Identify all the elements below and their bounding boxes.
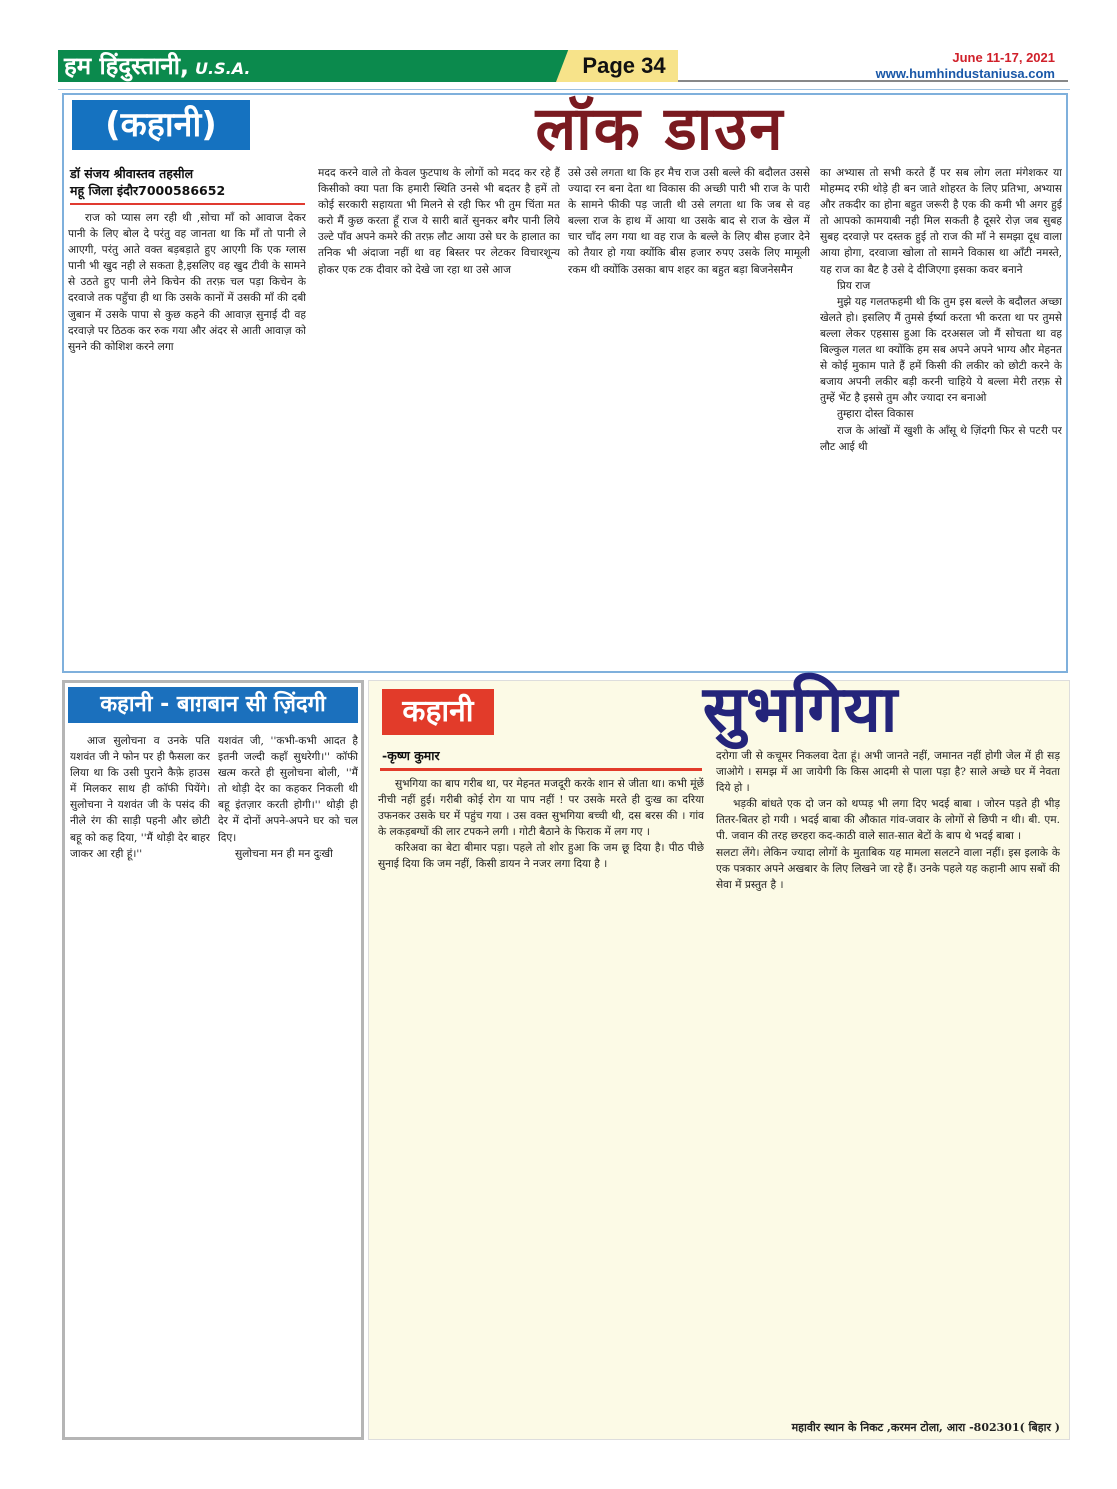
story-column — [318, 165, 560, 668]
divider — [70, 203, 305, 205]
story-title: सुभगिया — [702, 673, 898, 747]
newspaper-title — [64, 50, 250, 85]
paragraph: भड़की बांधते एक दो जन को थप्पड़ भी लगा दिए भदई बाबा । जोरन पड़ते ही भीड़ तितर-बितर हो गयी । भदई बाबा की औकात गांव-जवार के लोगों से छिपी न थी। बी. एम. पी. जवान की तरह छरहरा कद-काठी वाले सात-सात बेटों के बाप थे भदई बाबा । — [716, 798, 1060, 843]
paragraph: उसे उसे लगता था कि हर मैच राज उसी बल्ले की बदौलत उससे ज्यादा रन बना देता था विकास की अच्छी पारी भी राज के पारी के सामने फीकी पड़ जाती थी उसे लगता था कि जब से वह बल्ला राज के हाथ में आया था उसके बाद से राज के खेल में चार चाँद लग गया था वह राज के बल्ले के लिए बीस हजार देने को तैयार हो गया क्योंकि बीस हजार रुपए उसके लिए मामूली रकम थी क्योंकि उसका बाप शहर का बहुत बड़ा बिजनेसमैन — [568, 167, 810, 276]
paragraph: दरोगा जी से कचूमर निकलवा देता हूं। अभी जानते नहीं, जमानत नहीं होगी जेल में ही सड़ जाओगे । समझ में आ जायेगी कि किस आदमी से पाला पड़ा है? साले अच्छे घर में नेवता दिये हो । — [716, 750, 1060, 795]
author-location: महू जिला इंदौर7000586652 — [70, 183, 226, 198]
author-byline: -कृष्ण कुमार — [382, 748, 440, 763]
website-link[interactable]: www.humhindustaniusa.com — [875, 66, 1055, 81]
author-byline — [70, 165, 305, 199]
newspaper-name: हम हिंदुस्तानी, — [64, 52, 190, 80]
issue-date: June 11-17, 2021 — [952, 50, 1055, 65]
paragraph: सलटा लेंगे। लेकिन ज्यादा लोगों के मुताबिक यह मामला सलटने वाला नहीं। इस इलाके के एक पत्रकार अपने अखबार के लिए लिखने जा रहे हैं। उनके पहले यह कहानी आप सबों की सेवा में प्रस्तुत है । — [716, 846, 1060, 891]
story-column — [568, 165, 810, 668]
divider — [58, 89, 1070, 90]
paragraph: का अभ्यास तो सभी करते हैं पर सब लोग लता मंगेशकर या मोहम्मद रफी थोड़े ही बन जाते शोहरत के लिए प्रतिभा, अभ्यास और तकदीर का होना बहुत जरूरी है एक की कमी भी अगर हुई तो आपको कामयाबी नही मिल सकती है दूसरे रोज़ जब सुबह सुबह दरवाज़े पर दस्तक हुई तो राज की माँ ने समझा दूध वाला आया होगा, दरवाजा खोला तो सामने विकास था आँटी नमस्ते, यह राज का बैट है उसे दे दीजिएगा इसका कवर बनाने — [820, 167, 1062, 276]
story-title: लॉक डाउन — [535, 94, 785, 164]
story-column — [716, 748, 1060, 1412]
story-column — [68, 210, 306, 668]
story-title: कहानी - बाग़बान सी ज़िंदगी — [68, 687, 358, 723]
divider — [380, 768, 702, 771]
paragraph: करिअवा का बेटा बीमार पड़ा। पहले तो शोर हुआ कि जम छू दिया है। पीठ पीछे सुनाई दिया कि जम नहीं, किसी डायन ने नजर लगा दिया है । — [378, 842, 704, 871]
paragraph: यशवंत जी, ''कभी-कभी आदत है इतनी जल्दी कहाँ सुधरेगी।'' कॉफी खत्म करते ही सुलोचना बोली, ''मैं तो थोड़ी देर का कहकर निकली थी बहू इंतज़ार करती होगी।'' थोड़ी ही देर में दोनों अपने-अपने घर को चल दिए। — [218, 735, 358, 844]
story-tag: कहानी — [382, 689, 494, 735]
story-tag: (कहानी) — [72, 100, 250, 150]
page-number: Page 34 — [582, 53, 666, 78]
story-column — [378, 776, 704, 1416]
paragraph: राज के आंखों में खुशी के आँसू थे ज़िंदगी फिर से पटरी पर लौट आई थी — [820, 424, 1062, 453]
paragraph: आज सुलोचना व उनके पति यशवंत जी ने फोन पर ही फैसला कर लिया था कि उसी पुराने कैफ़े हाउस में मिलकर साथ ही कॉफी पियेंगे। सुलोचना ने यशवंत जी के पसंद की नीले रंग की साड़ी पहनी और छोटी बहू को कह दिया, ''मैं थोड़ी देर बाहर जाकर आ रही हूं।'' — [70, 735, 210, 860]
newspaper-suffix: U.S.A. — [195, 59, 251, 78]
paragraph: सुभगिया का बाप गरीब था, पर मेहनत मजदूरी करके शान से जीता था। कभी मूंछें नीची नहीं हुई। गरीबी कोई रोग या पाप नहीं ! पर उसके मरते ही दुःख का दरिया उफनकर उसके घर में पहुंच गया । उस वक्त सुभगिया बच्ची थी, दस बरस की । गांव के लकड़बग्घों की लार टपकने लगी । गोटी बैठाने के फिराक में लग गए । — [378, 778, 704, 839]
letter-salutation: प्रिय राज — [836, 279, 871, 292]
author-address: महावीर स्थान के निकट ,करमन टोला, आरा -802301( बिहार ) — [791, 1421, 1060, 1434]
paragraph: राज को प्यास लग रही थी ,सोचा माँ को आवाज देकर पानी के लिए बोल दे परंतु वह जानता था कि माँ तो पानी ले आएगी, परंतु आते वक्त बड़बड़ाते हुए आएगी कि एक ग्लास पानी भी खुद नही ले सकता है,इसलिए वह खुद टीवी के सामने से उठते हुए पानी लेने किचेन की तरफ़ चल पड़ा किचेन के दरवाजे तक पहुँचा ही था कि उसके कानों में उसकी माँ की दबी जुबान में उसके पापा से कुछ कहने की आवाज़ सुनाई दी वह दरवाज़े पर ठिठक कर रुक गया और अंदर से आती आवाज़ को सुनने की कोशिश करने लगा — [68, 212, 306, 353]
author-name: डॉ संजय श्रीवास्तव तहसील — [70, 166, 194, 181]
story-column — [218, 733, 358, 1433]
paragraph: मुझे यह गलतफहमी थी कि तुम इस बल्ले के बदौलत अच्छा खेलते हो। इसलिए मैं तुमसे ईर्ष्या करता भी करता था पर तुमसे बल्ला लेकर एहसास हुआ कि दरअसल जो मैं सोचता था वह बिल्कुल गलत था क्योंकि हम सब अपने अपने भाग्य और मेहनत से कोई मुकाम पाते हैं हमें किसी की लकीर को छोटी करने के बजाय अपनी लकीर बड़ी करनी चाहिये ये बल्ला मेरी तरफ़ से तुम्हें भेंट है इससे तुम और ज्यादा रन बनाओ — [820, 295, 1062, 405]
story-column — [820, 165, 1062, 668]
letter-signoff: तुम्हारा दोस्त विकास — [836, 408, 914, 421]
paragraph: मदद करने वाले तो केवल फुटपाथ के लोगों को मदद कर रहे हैं किसीको क्या पता कि हमारी स्थिति उनसे भी बदतर है हमें तो कोई सरकारी सहायता भी मिलने से रही फिर भी तुम चिंता मत करो मैं कुछ करता हूँ राज ये सारी बातें सुनकर बगैर पानी लिये उल्टे पाँव अपने कमरे की तरफ़ लौट आया उसे घर के हालात का तनिक भी अंदाजा नहीं था वह बिस्तर पर लेटकर विचारशून्य होकर एक टक दीवार को देखे जा रहा था उसे आज — [318, 167, 560, 276]
paragraph: सुलोचना मन ही मन दुःखी — [234, 847, 333, 860]
story-column — [70, 733, 210, 1433]
